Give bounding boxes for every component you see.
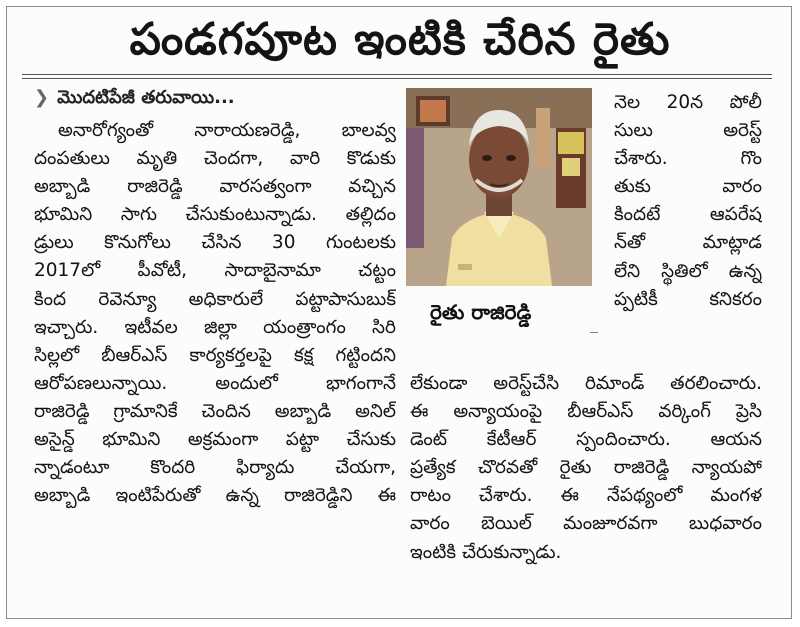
kicker-text: మొదటిపేజీ తరువాయి... [57,87,235,108]
text-line: ప్రత్యేక చొరవతో రైతు రాజిరెడ్డి న్యాయపో [410,457,762,479]
text-line: కింద రెవెన్యూ అధికారులే పట్టాపాసుబుక్ [34,288,396,310]
text-line: వారం బెయిల్ మంజూరవగా బుధవారం [410,513,762,535]
chevron-right-icon: ❯ [34,87,50,108]
text-line: అబ్బాడి రాజిరెడ్డి వారసత్వంగా వచ్చిన [34,176,396,198]
headline-rule-top [22,74,772,75]
text-line: కిందటే ఆపరేష [614,204,762,226]
text-line: తుకు వారం [614,176,762,198]
left-column [34,117,396,510]
text-line: చేశారు. గొం [614,148,762,170]
text-line: లేని స్థితిలో ఉన్న [614,260,762,282]
continuation-kicker [34,87,235,112]
text-line: ఇంటికి చేరుకున్నాడు. [410,541,562,563]
text-line: రాటం చేశారు. ఈ నేపథ్యంలో మంగళ [410,485,762,507]
text-line: డెంట్ కేటీఆర్ స్పందించారు. ఆయన [410,429,762,451]
text-line: ఇచ్చారు. ఇటీవల జిల్లా యంత్రాంగం సిరి [34,316,396,338]
text-line: అసైన్డ్ భూమిని అక్రమంగా పట్టా చేసుకు [34,429,396,451]
text-line: భూమిని సాగు చేసుకుంటున్నాడు. తల్లిదం [34,204,396,226]
text-line: డ్రులు కొనుగోలు చేసిన 30 గుంటలకు [34,232,396,254]
text-line: నెల 20న పోలీ [614,92,762,113]
headline: పండగపూట ఇంటికి చేరిన రైతు [129,14,671,65]
text-line: దంపతులు మృతి చెందగా, వారి కొడుకు [34,148,396,170]
text-line: లేకుండా అరెస్ట్‌చేసి రిమాండ్ తరలించారు. [410,373,762,394]
text-line: ప్పటికీ కనికరం [614,288,762,310]
photo-caption: రైతు రాజిరెడ్డి [430,300,532,324]
text-line: అనారోగ్యంతో నారాయణరెడ్డి, బాలవ్వ [58,120,396,141]
caption-divider [590,332,598,333]
text-line: అబ్బాడి ఇంటిపేరుతో ఉన్న రాజిరెడ్డిని ఈ [34,485,396,507]
right-wide-column [410,370,762,567]
text-line: న్‌తో మాట్లాడ [614,232,762,254]
farmer-photo [406,88,592,286]
text-line: సిల్లలో బీఆర్ఎస్ కార్యకర్తలపై కక్ష గట్టిందని [34,344,396,366]
text-line: 2017లో పీవోటీ, సాదాబైనామా చట్టం [34,260,396,282]
text-line: సులు అరెస్ట్ [614,120,762,142]
text-line: ఈ అన్యాయంపై బీఆర్ఎస్ వర్కింగ్ ప్రెసి [410,401,762,423]
text-line: న్నాడంటూ కొందరి ఫిర్యాదు చేయగా, [34,457,396,479]
headline-rule-bottom [22,78,772,79]
text-line: ఆరోపణలున్నాయి. అందులో భాగంగానే [34,372,396,394]
right-narrow-column [614,89,762,314]
text-line: రాజిరెడ్డి గ్రామానికే చెందిన అబ్బాడి అనిల్ [34,400,396,422]
